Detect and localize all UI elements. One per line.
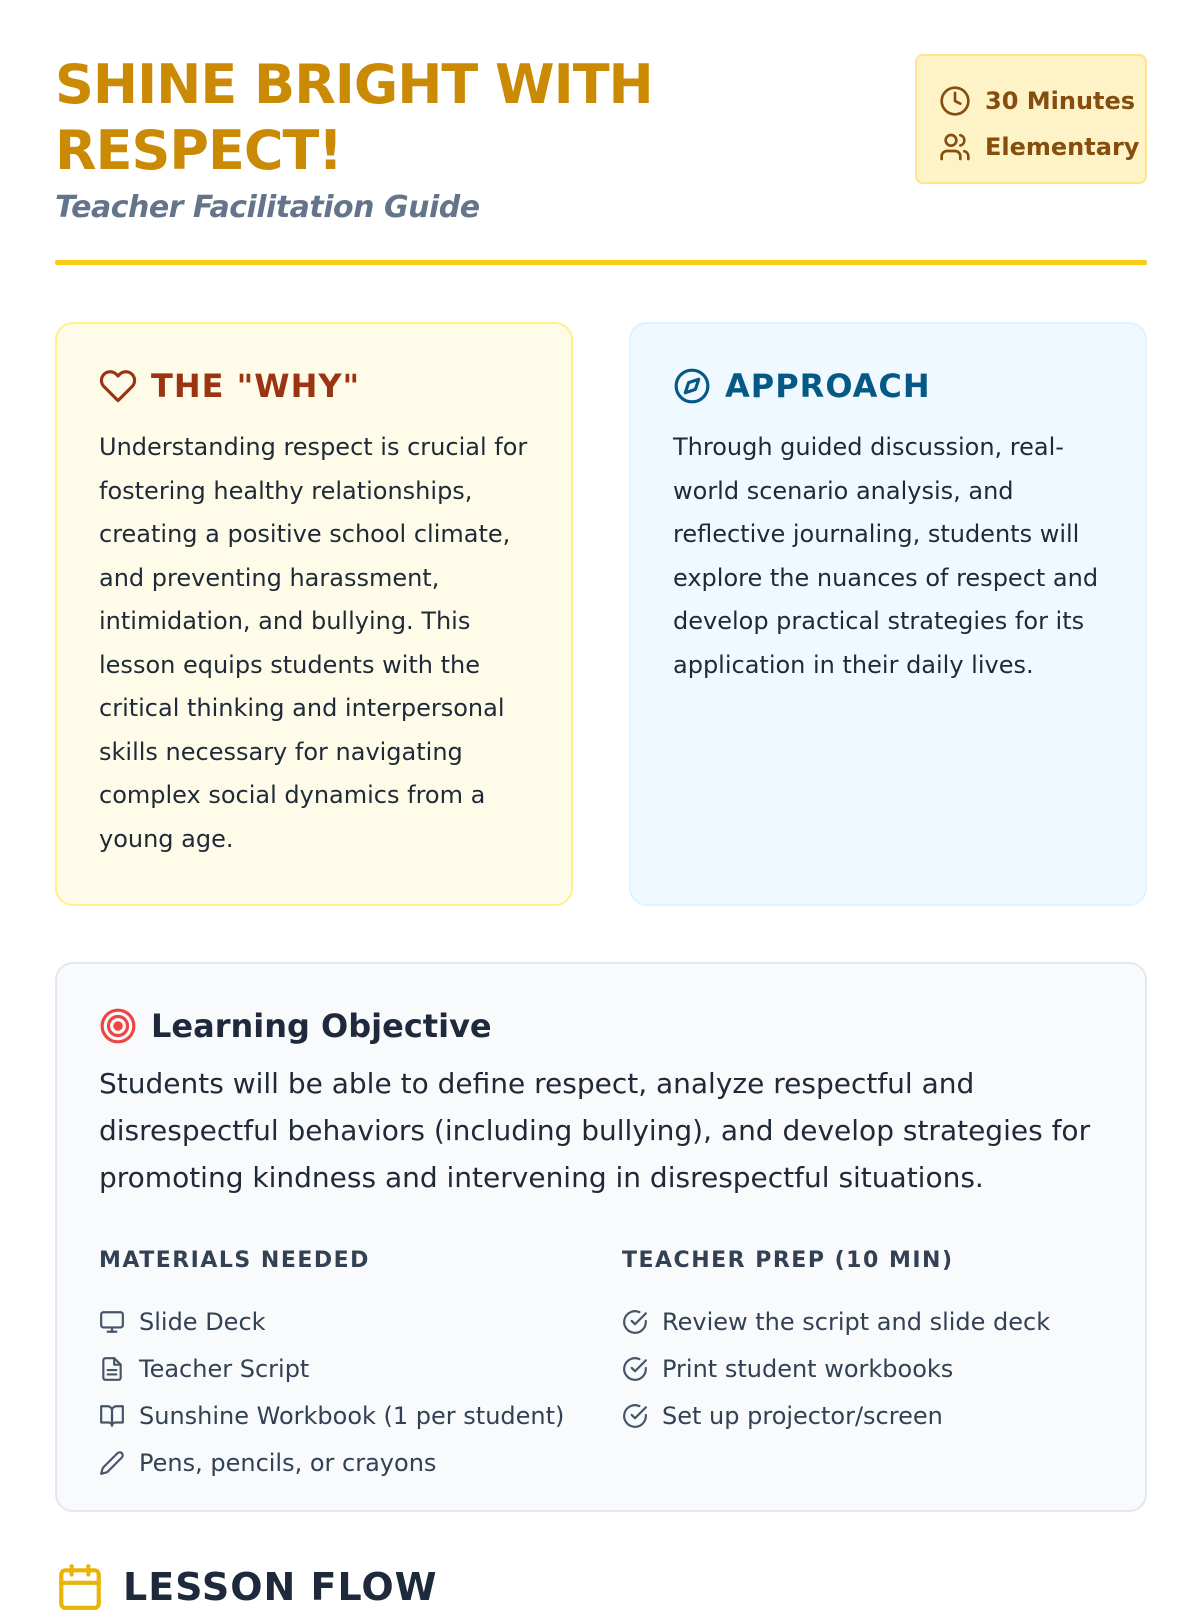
material-label: Teacher Script [139, 1354, 310, 1383]
check-circle-icon [622, 1403, 648, 1429]
why-card [55, 322, 573, 906]
heart-icon [99, 367, 137, 405]
learning-objective-panel [55, 962, 1147, 1512]
grade-row [939, 124, 1145, 170]
materials-title: MATERIALS NEEDED [99, 1248, 370, 1273]
page-subtitle: Teacher Facilitation Guide [55, 190, 480, 225]
approach-card-title: APPROACH [725, 367, 931, 405]
grade-label: Elementary [985, 133, 1140, 161]
material-label: Sunshine Workbook (1 per student) [139, 1401, 565, 1430]
lesson-flow-title: LESSON FLOW [123, 1565, 438, 1609]
teacher-prep-list [622, 1298, 1122, 1439]
clock-icon [939, 85, 971, 117]
compass-icon [673, 367, 711, 405]
teacher-prep-title: TEACHER PREP (10 MIN) [622, 1248, 954, 1273]
duration-label: 30 Minutes [985, 87, 1136, 115]
target-icon [99, 1007, 137, 1045]
prep-label: Review the script and slide deck [662, 1307, 1051, 1336]
page-title: SHINE BRIGHT WITH RESPECT! [55, 53, 653, 182]
approach-card-header [673, 360, 1103, 412]
approach-card [629, 322, 1147, 906]
prep-label: Set up projector/screen [662, 1401, 943, 1430]
list-item [99, 1439, 599, 1486]
approach-card-body: Through guided discussion, real-world scenario analysis, and reflective journaling, students will explore the nuances of respect and develop practical strategies for its application in their daily lives. [673, 433, 1099, 679]
book-icon [99, 1403, 125, 1429]
lesson-flow-header [55, 1562, 438, 1612]
users-icon [939, 131, 971, 163]
list-item [622, 1345, 1122, 1392]
materials-column [99, 1248, 599, 1486]
header [55, 52, 1147, 232]
teacher-prep-column [622, 1248, 1122, 1439]
monitor-icon [99, 1309, 125, 1335]
why-card-title: THE "WHY" [151, 367, 361, 405]
check-circle-icon [622, 1309, 648, 1335]
list-item [99, 1298, 599, 1345]
duration-row [939, 78, 1145, 124]
material-label: Pens, pencils, or crayons [139, 1448, 437, 1477]
list-item [99, 1345, 599, 1392]
objective-text: Students will be able to define respect, analyze respectful and disrespectful behaviors (including bullying), and develop strategies for promoting kindness and intervening in disrespectful situations. [99, 1067, 1091, 1194]
check-circle-icon [622, 1356, 648, 1382]
header-divider [55, 260, 1147, 265]
pencil-icon [99, 1450, 125, 1476]
objective-header [99, 1000, 1103, 1052]
prep-label: Print student workbooks [662, 1354, 954, 1383]
calendar-icon [55, 1562, 105, 1612]
list-item [622, 1298, 1122, 1345]
why-card-body: Understanding respect is crucial for fostering healthy relationships, creating a positive school climate, and preventing harassment, intimidation, and bullying. This lesson equips students with the critical thinking and interpersonal skills necessary for navigating complex social dynamics from a young age. [99, 433, 528, 853]
material-label: Slide Deck [139, 1307, 266, 1336]
list-item [99, 1392, 599, 1439]
list-item [622, 1392, 1122, 1439]
document-icon [99, 1356, 125, 1382]
objective-title: Learning Objective [151, 1007, 492, 1045]
materials-list [99, 1298, 599, 1486]
why-card-header [99, 360, 529, 412]
lesson-meta-box [915, 54, 1147, 184]
